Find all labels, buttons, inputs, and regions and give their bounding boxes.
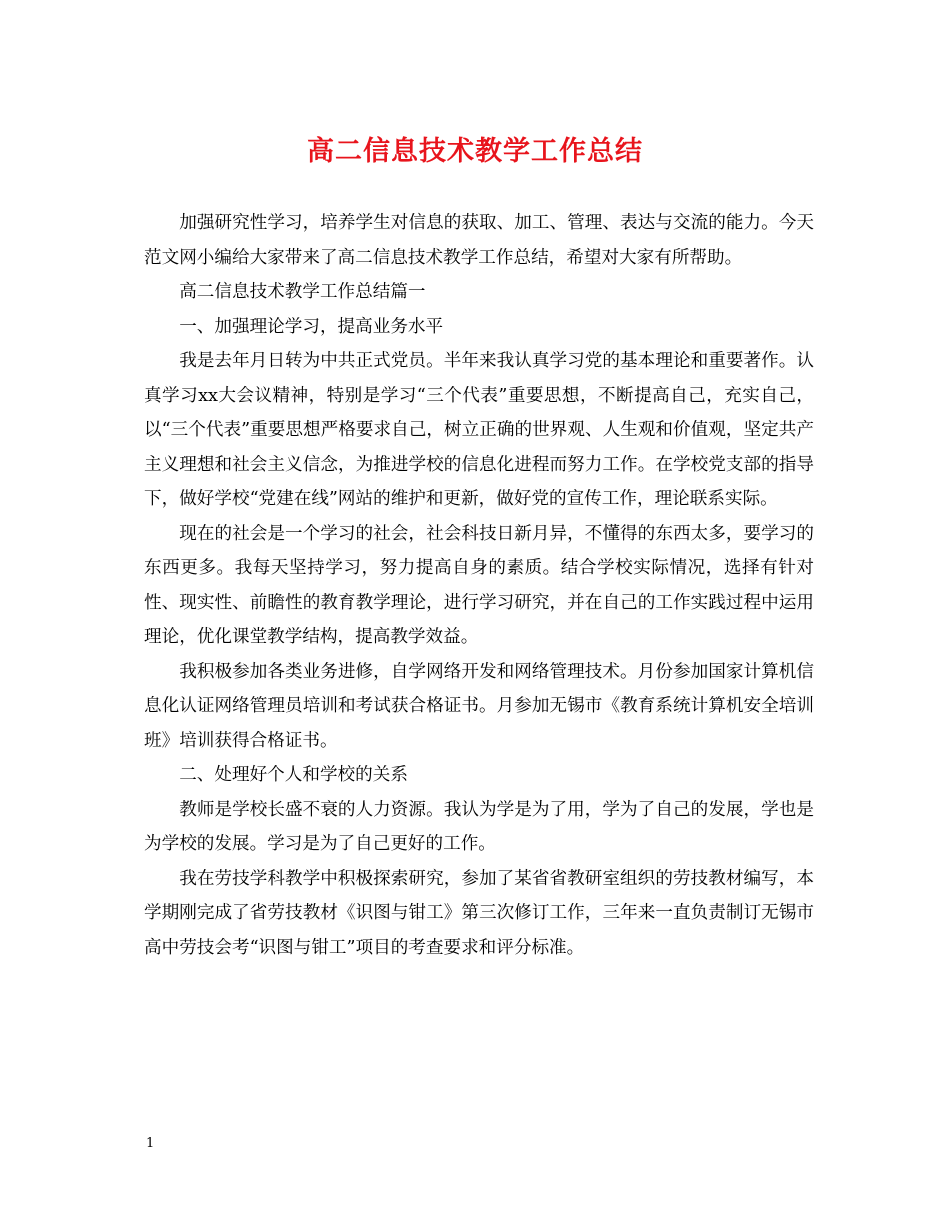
- paragraph-curriculum: 我在劳技学科教学中积极探索研究，参加了某省省教研室组织的劳技教材编写，本学期刚完成了省劳技教材《识图与钳工》第三次修订工作，三年来一直负责制订无锡市高中劳技会考“识图与钳工”项目的考查要求和评分标准。: [144, 868, 814, 958]
- document-title: 高二信息技术教学工作总结: [307, 136, 643, 167]
- paragraph-intro: 加强研究性学习，培养学生对信息的获取、加工、管理、表达与交流的能力。今天范文网小编给大家带来了高二信息技术教学工作总结，希望对大家有所帮助。: [144, 213, 814, 268]
- page-number: 1: [146, 1136, 155, 1151]
- paragraph-heading-two: 二、处理好个人和学校的关系: [179, 765, 408, 785]
- paragraph-learning-society: 现在的社会是一个学习的社会，社会科技日新月异，不懂得的东西太多，要学习的东西更多。我每天坚持学习，努力提高自身的素质。结合学校实际情况，选择有针对性、现实性、前瞻性的教育教学理论，进行学习研究，并在自己的工作实践过程中运用理论，优化课堂教学结构，提高教学效益。: [144, 523, 814, 647]
- paragraph-party-study: 我是去年月日转为中共正式党员。半年来我认真学习党的基本理论和重要著作。认真学习xx大会议精神，特别是学习“三个代表”重要思想，不断提高自己，充实自己，以“三个代表”重要思想严格要求自己，树立正确的世界观、人生观和价值观，坚定共产主义理想和社会主义信念，为推进学校的信息化进程而努力工作。在学校党支部的指导下，做好学校“党建在线”网站的维护和更新，做好党的宣传工作，理论联系实际。: [144, 351, 814, 509]
- document-body: [144, 206, 814, 965]
- paragraph-heading-one: 一、加强理论学习，提高业务水平: [179, 316, 444, 337]
- paragraph-teacher-resource: 教师是学校长盛不衰的人力资源。我认为学是为了用，学为了自己的发展，学也是为学校的发展。学习是为了自己更好的工作。: [144, 799, 814, 854]
- paragraph-training: 我积极参加各类业务进修，自学网络开发和网络管理技术。月份参加国家计算机信息化认证网络管理员培训和考试获合格证书。月参加无锡市《教育系统计算机安全培训班》培训获得合格证书。: [144, 661, 814, 751]
- paragraph-section-heading: 高二信息技术教学工作总结篇一: [179, 282, 426, 302]
